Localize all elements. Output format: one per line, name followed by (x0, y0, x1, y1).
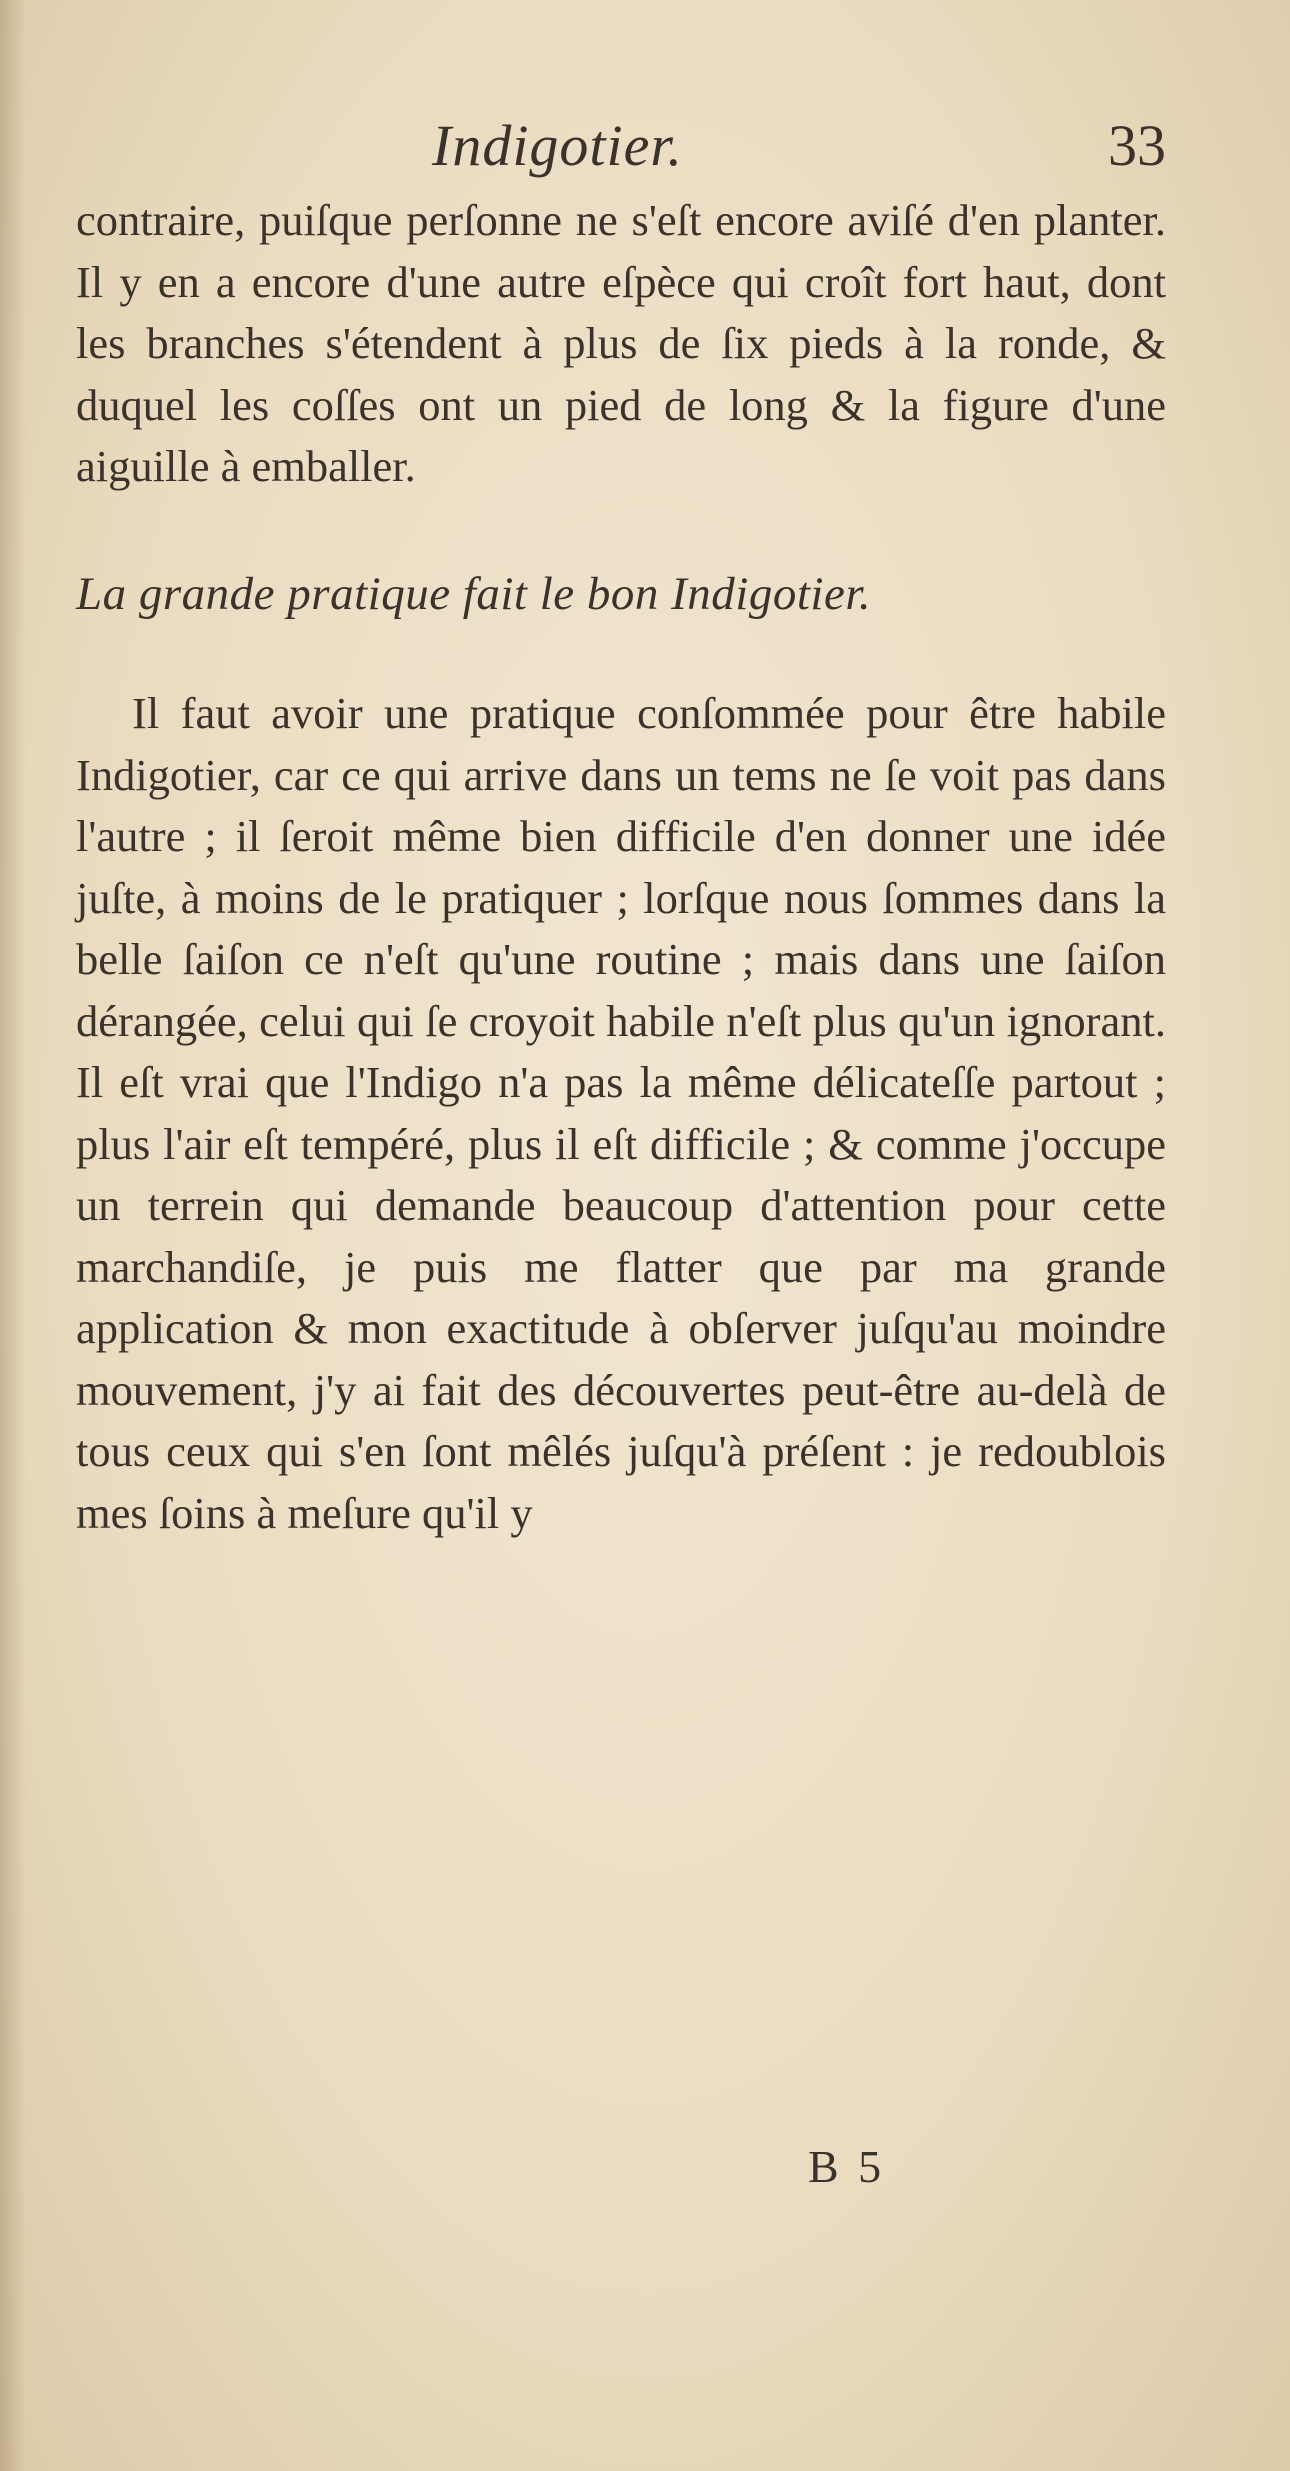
paragraph-1: contraire, puiſque perſonne ne s'eſt encore aviſé d'en planter. Il y en a encore d'une autre eſpèce qui croît fort haut, dont les branches s'étendent à plus de ſix pieds à la ronde, & duquel les coſſes ont un pied de long & la figure d'une aiguille à emballer. (76, 195, 1166, 491)
signature-mark: B 5 (808, 2141, 886, 2192)
running-title: Indigotier. (432, 113, 684, 178)
page-number: 33 (1108, 113, 1166, 178)
paragraph-2: Il faut avoir une pratique conſommée pour être habile Indigotier, car ce qui arrive dans un tems ne ſe voit pas dans l'autre ; il ſeroit même bien difficile d'en donner une idée juſte, à moins de le pratiquer ; lorſque nous ſommes dans la belle ſaiſon ce n'eſt qu'une routine ; mais dans une ſaiſon dérangée, celui qui ſe croyoit habile n'eſt plus qu'un ignorant. Il eſt vrai que l'Indigo n'a pas la même délicateſſe partout ; plus l'air eſt tempéré, plus il eſt difficile ; & comme j'occupe un terrein qui demande beaucoup d'attention pour cette marchandiſe, je puis me flatter que par ma grande application & mon exactitude à obſerver juſqu'au moindre mouvement, j'y ai fait des découvertes peut-être au-delà de tous ceux qui s'en ſont mêlés juſqu'à préſent : je redoublois mes ſoins à meſure qu'il y (76, 688, 1166, 1538)
page-edge-shadow (0, 0, 26, 2471)
section-heading: La grande pratique fait le bon Indigotier. (76, 567, 872, 620)
text-block (76, 190, 1166, 1544)
page-header (76, 112, 1166, 192)
